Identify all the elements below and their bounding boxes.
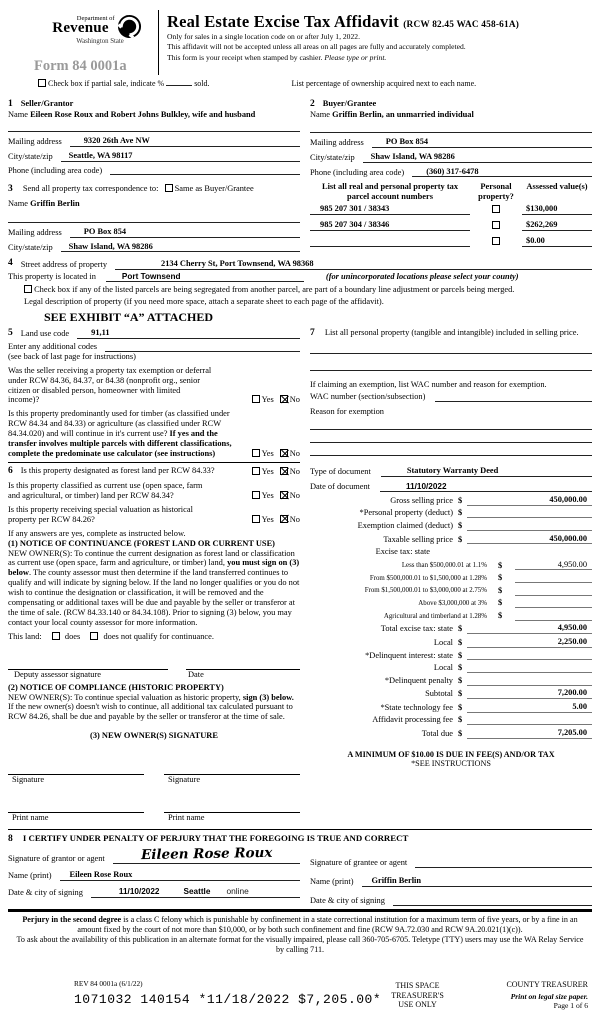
yes-checkbox[interactable] bbox=[252, 449, 260, 457]
grantor-signature-field[interactable]: Eileen Rose Roux bbox=[113, 847, 300, 864]
segregated-parcel-checkbox[interactable] bbox=[24, 285, 32, 293]
revenue-brand: Revenue bbox=[52, 20, 109, 37]
ownership-note: List percentage of ownership acquired next to each name. bbox=[291, 79, 477, 89]
located-in-field[interactable]: Port Townsend bbox=[106, 272, 304, 283]
deputy-signature-label: Deputy assessor signature bbox=[14, 669, 101, 679]
taxable-selling-price-field[interactable]: 450,000.00 bbox=[467, 534, 592, 545]
parcel-number-field[interactable]: 985 207 301 / 38343 bbox=[310, 204, 470, 215]
reason-exemption-label: Reason for exemption bbox=[310, 406, 384, 416]
parcel-row bbox=[310, 236, 592, 247]
county-note: (for unincorporated locations please select your county) bbox=[325, 272, 519, 282]
assessed-value-field[interactable]: $0.00 bbox=[522, 236, 592, 247]
if-yes-note: If any answers are yes, complete as instructed below. bbox=[8, 528, 186, 538]
seller-name-field[interactable]: Eileen Rose Roux and Robert Johns Bulkley, wife and husband bbox=[30, 109, 256, 119]
no-checkbox[interactable] bbox=[280, 515, 288, 523]
reason-field-3[interactable] bbox=[310, 443, 592, 456]
buyer-name-field[interactable]: Griffin Berlin, an unmarried individual bbox=[332, 109, 474, 119]
exhibit-note: SEE EXHIBIT “A” ATTACHED bbox=[44, 309, 214, 324]
wac-number-field[interactable] bbox=[435, 401, 592, 402]
parcel-table bbox=[310, 182, 592, 247]
historic-question: Is this property receiving special valuation as historical property per RCW 84.26? bbox=[8, 504, 193, 524]
doc-type-field[interactable]: Statutory Warranty Deed bbox=[381, 466, 592, 477]
buyer-city-field[interactable]: Shaw Island, WA 98286 bbox=[363, 152, 592, 163]
buyer-phone-field[interactable]: (360) 317-6478 bbox=[412, 167, 592, 178]
tier3-tax-field[interactable] bbox=[515, 586, 592, 596]
header-note-1: Only for sales in a single location code on or after July 1, 2022. bbox=[167, 31, 360, 41]
right-column: 7 List all personal property (tangible and intangible) included in selling price. If claiming an exemption, list WAC number and reason for exemption. WAC number (section/subsection) Reason for exemption Type of document Statutory Warranty Deed Date of document 11/10/2022 Gross selling price $ 450,000.00 *Personal property (deduct) $ Exemption claimed (deduct) $ Taxable selling price $ 450,000.00 Excise tax: state Less than $500,000.01 at 1.1% $ 4,950.00 From $500,000.01 to $1,500,000 at 1.28% $ From $1,500,000.01 to $3,000,000 at 2.75% $ Above $3,000,000 at 3% $ Agricultural and timberland at 1.28% $ Total excise tax: state $ 4,950.00 Local $ 2,250.00 *Delinquent interest: state $ Local $ *Delinquent penalty $ Subtotal $ 7,200.00 *State technology fee $ 5.00 Affidavit processing fee $ Total due $ 7,205.00 A MINIMUM OF $10.00 IS DUE IN FEE(S) AND/OR TAX *SEE INSTRUCTIONS bbox=[310, 328, 592, 823]
this-land-row: This land: does does not qualify for continuance. bbox=[8, 631, 214, 641]
exemption-note: If claiming an exemption, list WAC number and reason for exemption. bbox=[310, 379, 547, 389]
personal-property-checkbox[interactable] bbox=[492, 205, 500, 213]
delinquent-interest-local-field[interactable] bbox=[467, 663, 592, 673]
exemption-claimed-field[interactable] bbox=[467, 521, 592, 531]
no-checkbox[interactable] bbox=[280, 467, 288, 475]
correspondence-city-field[interactable]: Shaw Island, WA 98286 bbox=[61, 242, 300, 253]
certify-statement: I CERTIFY UNDER PENALTY OF PERJURY THAT THE FOREGOING IS TRUE AND CORRECT bbox=[22, 832, 409, 843]
does-checkbox[interactable] bbox=[52, 632, 60, 640]
treasurer-use-label: THIS SPACE TREASURER'S USE ONLY bbox=[391, 981, 444, 1010]
new-owner-signature-title: (3) NEW OWNER(S) SIGNATURE bbox=[90, 731, 218, 741]
yes-checkbox[interactable] bbox=[252, 467, 260, 475]
page-title: Real Estate Excise Tax Affidavit (RCW 82.45 WAC 458-61A) bbox=[167, 12, 520, 31]
section-1-seller: 1 Seller/Grantor Name Eileen Rose Roux and Robert Johns Bulkley, wife and husband Mailing address 9320 26th Ave NW City/state/zip Seattle, WA 98117 Phone (including area code) 3 Send all property tax correspondence to: Same as Buyer/Grantee Name Griffin Berlin Mailing address PO Box 854 City/state/zip Shaw Island, WA 98286 bbox=[8, 99, 300, 253]
yes-checkbox[interactable] bbox=[252, 491, 260, 499]
local-tax-field[interactable]: 2,250.00 bbox=[467, 637, 592, 648]
parcel-number-field[interactable]: 985 207 304 / 38346 bbox=[310, 220, 470, 231]
tier2-tax-field[interactable] bbox=[515, 573, 592, 583]
grantee-date-city-field[interactable] bbox=[393, 895, 592, 906]
deputy-date-field[interactable] bbox=[186, 658, 300, 670]
buyer-mailing-field[interactable]: PO Box 854 bbox=[372, 137, 592, 148]
affidavit-processing-fee-field[interactable] bbox=[467, 715, 592, 725]
deputy-date-label: Date bbox=[188, 669, 204, 679]
revenue-logo-block bbox=[34, 10, 152, 75]
title-block bbox=[158, 10, 592, 75]
legal-paper-note: Print on legal size paper. bbox=[510, 991, 588, 1001]
section-8-certify: 8 I CERTIFY UNDER PENALTY OF PERJURY THAT THE FOREGOING IS TRUE AND CORRECT bbox=[8, 832, 409, 844]
form-number: Form 84 0001a bbox=[34, 58, 127, 75]
reason-field-1[interactable] bbox=[310, 417, 592, 430]
minimum-fee-note: A MINIMUM OF $10.00 IS DUE IN FEE(S) AND/OR TAX bbox=[347, 749, 555, 759]
dept-of-label: Department of bbox=[76, 14, 115, 22]
washington-state-label: Washington State bbox=[76, 38, 124, 45]
section-7-personal-property: 7 List all personal property (tangible and intangible) included in selling price. bbox=[310, 327, 579, 338]
land-use-code-field[interactable]: 91,11 bbox=[77, 328, 300, 339]
see-instructions-note: *SEE INSTRUCTIONS bbox=[411, 759, 491, 769]
state-technology-fee-field[interactable]: 5.00 bbox=[467, 702, 592, 713]
agricultural-tax-field[interactable] bbox=[515, 611, 592, 621]
personal-property-header: Personal property? bbox=[478, 182, 514, 202]
yes-checkbox[interactable] bbox=[252, 395, 260, 403]
partial-sale-percent-field[interactable] bbox=[166, 85, 192, 86]
header bbox=[34, 10, 592, 75]
personal-property-label: List all personal property (tangible and intangible) included in selling price. bbox=[324, 327, 579, 337]
tier1-tax-field[interactable]: 4,950.00 bbox=[515, 560, 592, 571]
no-checkbox[interactable] bbox=[280, 491, 288, 499]
assessed-value-field[interactable]: $130,000 bbox=[522, 204, 592, 215]
same-as-buyer-checkbox[interactable] bbox=[165, 184, 173, 192]
left-column: 5 Land use code 91,11 Enter any additional codes (see back of last page for instructions) Was the seller receiving a property tax exemption or deferral under RCW 84.36, 84.37, or 84.38 (nonprofit org., senior citizen or disabled person, homeowner with limited income)? Yes No Is this property predominantly used for timber (as classified under RCW 84.34 and 84.33) or agriculture (as classified under RCW 84.34.020) and will continue in it's current use? If yes and the transfer involves multiple parcels with different classifications, complete the predominate use calculator (see instructions) Yes No 6 Is this property designated as forest land per RCW 84.33? Yes No Is this property classified as current use (open space, farm and agricultural, or timber) land per RCW 84.34? Yes No Is this property receiving special valuation as historical property per RCW 84.26? Yes No If any answers are yes, complete as instructed below. (1) NOTICE OF CONTINUANCE (FOREST LAND OR CURRENT USE) NEW OWNER(S): To continue the current designation as forest land or classification as current use (open space, farm and agriculture, or timber) land, you must sign on (3) below. The county assessor must then determine if the land transferred continues to qualify and will indicate by signing below. If the land no longer qualifies or you do not wish to continue the designation or classification, it will be removed and the compensating or additional taxes will be due and payable by the seller or transferor at the time of sale. (RCW 84.33.140 or 84.34.108). Prior to signing (3) below, you may contact your local county assessor for more information. This land: does does not qualify for continuance. Deputy assessor signature Date (2) NOTICE OF COMPLIANCE (HISTORIC PROPERTY) NEW OWNER(S): To continue special valuation as historic property, sign (3) below. If the new owner(s) doesn't wish to continue, all additional tax calculated pursuant to RCW 84.26, shall be due and payable by the seller or transferor at the time of sale. (3) NEW OWNER(S) SIGNATURE Signature Signature Print name Print name bbox=[8, 327, 300, 823]
no-checkbox[interactable] bbox=[280, 395, 288, 403]
tax-computation: Gross selling price $ 450,000.00 *Personal property (deduct) $ Exemption claimed (deduct) $ Taxable selling price $ 450,000.00 Excise tax: state Less than $500,000.01 at 1.1% $ 4,950.00 From $500,000.01 to $1,500,000 at 1.28% $ From $1,500,000.01 to $3,000,000 at 2.75% $ Above $3,000,000 at 3% $ Agricultural and timberland at 1.28% $ Total excise tax: state $ 4,950.00 Local $ 2,250.00 *Delinquent interest: state $ Local $ *Delinquent penalty $ Subtotal $ 7,200.00 *State technology fee $ 5.00 Affidavit processing fee $ Total due $ 7,205.00 bbox=[310, 495, 592, 739]
rev-number: REV 84 0001a (6/1/22) bbox=[74, 979, 143, 989]
no-checkbox[interactable] bbox=[280, 449, 288, 457]
seller-city-field[interactable]: Seattle, WA 98117 bbox=[61, 151, 300, 162]
owner-signature-field-2[interactable] bbox=[164, 763, 300, 775]
notice-compliance-text: NEW OWNER(S): To continue special valuation as historic property, sign (3) below. If the new owner(s) doesn't wish to continue, all additional tax calculated pursuant to RCW 84.26, shall be due and payable by the seller or transferor at the time of sale. bbox=[8, 692, 294, 722]
assessed-value-header: Assessed value(s) bbox=[526, 182, 588, 192]
correspondence-name-field[interactable]: Griffin Berlin bbox=[30, 198, 80, 208]
tier4-tax-field[interactable] bbox=[515, 598, 592, 608]
grantee-signature-field[interactable] bbox=[415, 857, 592, 868]
seller-phone-field[interactable] bbox=[110, 174, 300, 175]
partial-sale-label: Check box if partial sale, indicate % bbox=[48, 79, 165, 89]
partial-sale-checkbox[interactable] bbox=[38, 79, 46, 87]
seller-grantor-title: Seller/Grantor bbox=[20, 98, 74, 108]
seller-mailing-field[interactable]: 9320 26th Ave NW bbox=[70, 136, 300, 147]
section-5-landuse: 5 Land use code 91,11 bbox=[8, 328, 300, 339]
divider bbox=[8, 909, 592, 912]
section-2-buyer: 2 Buyer/Grantee Name Griffin Berlin, an unmarried individual Mailing address PO Box 854 City/state/zip Shaw Island, WA 98286 Phone (including area code) (360) 317-6478 List all real and personal property tax parcel account numbers Personal property? Assessed value(s) 985 207 301 / 38343 $130,000 985 207 304 / 38346 $262,269 $0.00 bbox=[310, 99, 592, 253]
grantee-name-field[interactable]: Griffin Berlin bbox=[362, 876, 593, 887]
personal-property-deduct-field[interactable] bbox=[467, 508, 592, 518]
grantor-name-field[interactable]: Eileen Rose Roux bbox=[60, 870, 301, 881]
personal-property-field-2[interactable] bbox=[310, 354, 592, 371]
delinquent-interest-state-field[interactable] bbox=[467, 650, 592, 660]
subtotal-field[interactable]: 7,200.00 bbox=[467, 688, 592, 699]
partial-sale-row: Check box if partial sale, indicate % sold. List percentage of ownership acquired next to each name. bbox=[38, 79, 592, 88]
owner-printname-field-1[interactable] bbox=[8, 801, 144, 813]
revenue-swirl-icon bbox=[117, 14, 142, 39]
rcw-reference: (RCW 82.45 WAC 458-61A) bbox=[403, 20, 520, 30]
forest-land-question: Is this property designated as forest land per RCW 84.33? bbox=[20, 465, 215, 475]
parcel-row bbox=[310, 220, 592, 231]
notice-compliance-title: (2) NOTICE OF COMPLIANCE (HISTORIC PROPERTY) bbox=[8, 682, 224, 692]
back-note: (see back of last page for instructions) bbox=[8, 351, 136, 361]
parcel-number-field[interactable] bbox=[310, 236, 470, 247]
footer bbox=[8, 980, 592, 1010]
grantor-date-city-field[interactable]: 11/10/2022 Seattle online bbox=[91, 887, 300, 898]
section-3-correspondence: 3 Send all property tax correspondence to: Same as Buyer/Grantee bbox=[8, 184, 254, 195]
page-number: Page 1 of 6 bbox=[553, 1000, 588, 1010]
section-4-property: 4 Street address of property 2134 Cherry St, Port Townsend, WA 98368 This property is located in Port Townsend (for unincorporated locations please select your county) Check box if any of the listed parcels are being segregated from another parcel, are part of a boundary line adjustment or parcels being merged. Legal description of property (if you need more space, attach a separate sheet to each page of the affidavit). SEE EXHIBIT “A” ATTACHED bbox=[8, 258, 592, 323]
correspondence-blank-line[interactable] bbox=[8, 209, 300, 223]
personal-property-checkbox[interactable] bbox=[492, 237, 500, 245]
county-treasurer-label: COUNTY TREASURER bbox=[506, 980, 588, 990]
deputy-signature-field[interactable] bbox=[8, 658, 168, 670]
does-not-checkbox[interactable] bbox=[90, 632, 98, 640]
gross-selling-price-field[interactable]: 450,000.00 bbox=[467, 495, 592, 506]
personal-property-checkbox[interactable] bbox=[492, 221, 500, 229]
accessibility-note: To ask about the availability of this publication in an alternate format for the visually impaired, please call 360-705-6705. Teletype (TTY) users may use the WA Relay Service by calling 711. bbox=[16, 935, 584, 954]
buyer-grantee-title: Buyer/Grantee bbox=[322, 98, 377, 108]
notice-continuance-title: (1) NOTICE OF CONTINUANCE (FOREST LAND OR CURRENT USE) bbox=[8, 538, 275, 548]
excise-tax-state-label: Excise tax: state bbox=[375, 547, 430, 557]
legal-description-label: Legal description of property (if you need more space, attach a separate sheet to each page of the affidavit). bbox=[24, 296, 384, 306]
section-6: 6 Is this property designated as forest land per RCW 84.33? Yes No bbox=[8, 465, 300, 477]
notice-continuance-text: NEW OWNER(S): To continue the current designation as forest land or classification as current use (open space, farm and agriculture, or timber) land, you must sign on (3) below. The county assessor must then determine if the land transferred continues to qualify and will indicate by signing below. If the land no longer qualifies or you do not wish to continue the designation or classification, it will be removed and the compensating or additional taxes will be due and payable by the seller or transferor at the time of sale. (RCW 84.33.140 or 84.34.108). Prior to signing (3) below, you may contact your local county assessor for more information. bbox=[8, 548, 300, 627]
delinquent-penalty-field[interactable] bbox=[467, 676, 592, 686]
total-excise-state-field[interactable]: 4,950.00 bbox=[467, 623, 592, 634]
reason-field-2[interactable] bbox=[310, 430, 592, 443]
header-note-2: This affidavit will not be accepted unless all areas on all pages are fully and accurately completed. bbox=[167, 42, 466, 52]
treasurer-stamp: 1071032 140154 *11/18/2022 $7,205.00* bbox=[74, 991, 382, 1007]
perjury-statement: Perjury in the second degree is a class C felony which is punishable by confinement in a state correctional institution for a maximum term of five years, or by a fine in an amount fixed by the court of not more than $10,000, or by both such confinement and fine (RCW 9A.72.030 and RCW 9A.20.021(1)(c)). bbox=[22, 915, 578, 934]
parcel-row bbox=[310, 204, 592, 215]
personal-property-field-1[interactable] bbox=[310, 339, 592, 354]
yes-checkbox[interactable] bbox=[252, 515, 260, 523]
owner-printname-field-2[interactable] bbox=[164, 801, 300, 813]
timber-question: Is this property predominantly used for timber (as classified under RCW 84.34 and 84.33) or agriculture (as classified under RCW 84.34.020) and will continue in it's current use? If yes and the transfer involves multiple parcels with different classifications, complete the predominate use calculator (see instructions) bbox=[8, 409, 232, 459]
parcel-numbers-header: List all real and personal property tax parcel account numbers bbox=[321, 182, 459, 202]
header-note-3: This form is your receipt when stamped by cashier. Please type or print. bbox=[167, 52, 387, 62]
exemption-question: Was the seller receiving a property tax exemption or deferral under RCW 84.36, 84.37, or 84.38 (nonprofit org., senior citizen or disabled person, homeowner with limited income)? bbox=[8, 365, 212, 405]
doc-date-field[interactable]: 11/10/2022 bbox=[380, 482, 592, 493]
assessed-value-field[interactable]: $262,269 bbox=[522, 220, 592, 231]
total-due-field[interactable]: 7,205.00 bbox=[467, 728, 592, 739]
owner-signature-field-1[interactable] bbox=[8, 763, 144, 775]
correspondence-mailing-field[interactable]: PO Box 854 bbox=[70, 227, 300, 238]
street-address-field[interactable]: 2134 Cherry St, Port Townsend, WA 98368 bbox=[115, 259, 592, 270]
affidavit-form: Department of Revenue Washington State Form 84 0001a Real Estate Excise Tax Affidavit (RCW 82.45 WAC 458-61A) Only for sales in a single location code on or after July 1, 2022. This affidavit will not be accepted unless all areas on all pages are fully and accurately completed. This form is your receipt when stamped by cashier. Please type or print. Check box if partial sale, indicate % sold. List percentage of ownership acquired next to each name. 1 Seller/Grantor Name Eileen Rose Roux and Robert Johns Bulkley, wife and husband Mailing address 9320 26th Ave NW City/state/zip Seattle, WA 98117 Phone (including area code) 3 Send all property tax correspondence to: Same as Buyer/Grantee Name Griffin Berlin Mailing address PO Box 854 City/state/zip Shaw Island, WA 98286 2 Buyer/Grantee Name Griffin Berlin, an unmarried individual Mailing address PO Box 854 City/state/zip Shaw Island, WA 98286 Phone (including area code) (360) 317-6478 List all real and personal property tax parcel account numbers Personal property? Assessed value(s) 985 207 301 / 38343 $130,000 985 207 304 / 38346 $262,269 $0.00 4 Street address of property 2134 Cherry St, Port Townsend, WA 98368 This property is located in Port Townsend (for unincorporated locations please select your county) Check box if any of the listed parcels are being segregated from another parcel, are part of a boundary line adjustment or parcels being merged. Legal description of property (if you need more space, attach a separate sheet to each page of the affidavit). SEE EXHIBIT “A” ATTACHED 5 Land use code 91,11 Enter any additional codes (see back of last page for instructions) Was the seller receiving a property tax exemption or deferral under RCW 84.36, 84.37, or 84.38 (nonprofit org., senior citizen or disabled person, homeowner with limited income)? Yes No Is this property predominantly used for timber (as classified under RCW 84.34 and 84.33) or agriculture (as classified under RCW 84.34.020) and will continue in it's current use? If yes and the transfer involves multiple parcels with different classifications, complete the predominate use calculator (see instructions) Yes No 6 Is this property designated as forest land per RCW 84.33? Yes No Is this property classified as current use (open space, farm and agricultural, or timber) land per RCW 84.34? Yes No Is this property receiving special valuation as historical property per RCW 84.26? Yes No If any answers are yes, complete as instructed below. (1) NOTICE OF CONTINUANCE (FOREST LAND OR CURRENT USE) NEW OWNER(S): To continue the current designation as forest land or classification as current use (open space, farm and agriculture, or timber) land, you must sign on (3) below. The county assessor must then determine if the land transferred continues to qualify and will indicate by signing below. If the land no longer qualifies or you do not wish to continue the designation or classification, it will be removed and the compensating or additional taxes will be due and payable by the seller or transferor at the time of sale. (RCW 84.33.140 or 84.34.108). Prior to signing (3) below, you may contact your local county assessor for more information. This land: does does not qualify for continuance. Deputy assessor signature Date (2) NOTICE OF COMPLIANCE (HISTORIC PROPERTY) NEW OWNER(S): To continue special valuation as historic property, sign (3) below. If the new owner(s) doesn't wish to continue, all additional tax calculated pursuant to RCW 84.26, shall be due and payable by the seller or transferor at the time of sale. (3) NEW OWNER(S) SIGNATURE Signature Signature Print name Print name 7 List all personal property (tangible and intangible) included in selling price. If claiming an exemption, list WAC number and reason for exemption. WAC number (section/subsection) Reason for exemption Type of document Statutory Warranty Deed Date of document 11/10/2022 Gross selling price $ 450,000.00 *Personal property (deduct) $ Exemption claimed (deduct) $ Taxable selling price $ 450,000.00 Excise tax: state Less than $500,000.01 at 1.1% $ 4,950.00 From $500,000.01 to $1,500,000 at 1.28% $ From $1,500,000.01 to $3,000,000 at 2.75% $ Above $3,000,000 at 3% $ Agricultural and timberland at 1.28% $ Total excise tax: state $ 4,950.00 Local $ 2,250.00 *Delinquent interest: state $ Local $ *Delinquent penalty $ Subtotal $ 7,200.00 *State technology fee $ 5.00 Affidavit processing fee $ Total due $ 7,205.00 A MINIMUM OF $10.00 IS DUE IN FEE(S) AND/OR TAX *SEE INSTRUCTIONS 8 I CERTIFY UNDER PENALTY OF PERJURY THAT THE FOREGOING IS TRUE AND CORRECT Signature of grantor or agent Eileen Rose Roux Name (print) Eileen Rose Roux Date & city of signing 11/10/2022 Seattle online Signature of grantee or agent Name (print) Griffin Berlin Date & city of signing Perjury in the second degree is a class C felony which is punishable by confinement in a state correctional institution for a maximum term of five years, or by a fine in an amount fixed by the court of not more than $10,000, or by both such confinement and fine (RCW 9A.72.030 and RCW 9A.20.021(1)(c)). To ask about the availability of this publication in an alternate format for the visually impaired, please call 360-705-6705. Teletype (TTY) users may use the WA Relay Service by calling 711. REV 84 0001a (6/1/22) 1071032 140154 *11/18/2022 $7,205.00* THIS SPACE TREASURER'S USE ONLY COUNTY TREASURER Print on legal size paper. Page 1 of 6 bbox=[0, 0, 600, 1011]
current-use-question: Is this property classified as current use (open space, farm and agricultural, or timber) land per RCW 84.34? bbox=[8, 481, 203, 501]
